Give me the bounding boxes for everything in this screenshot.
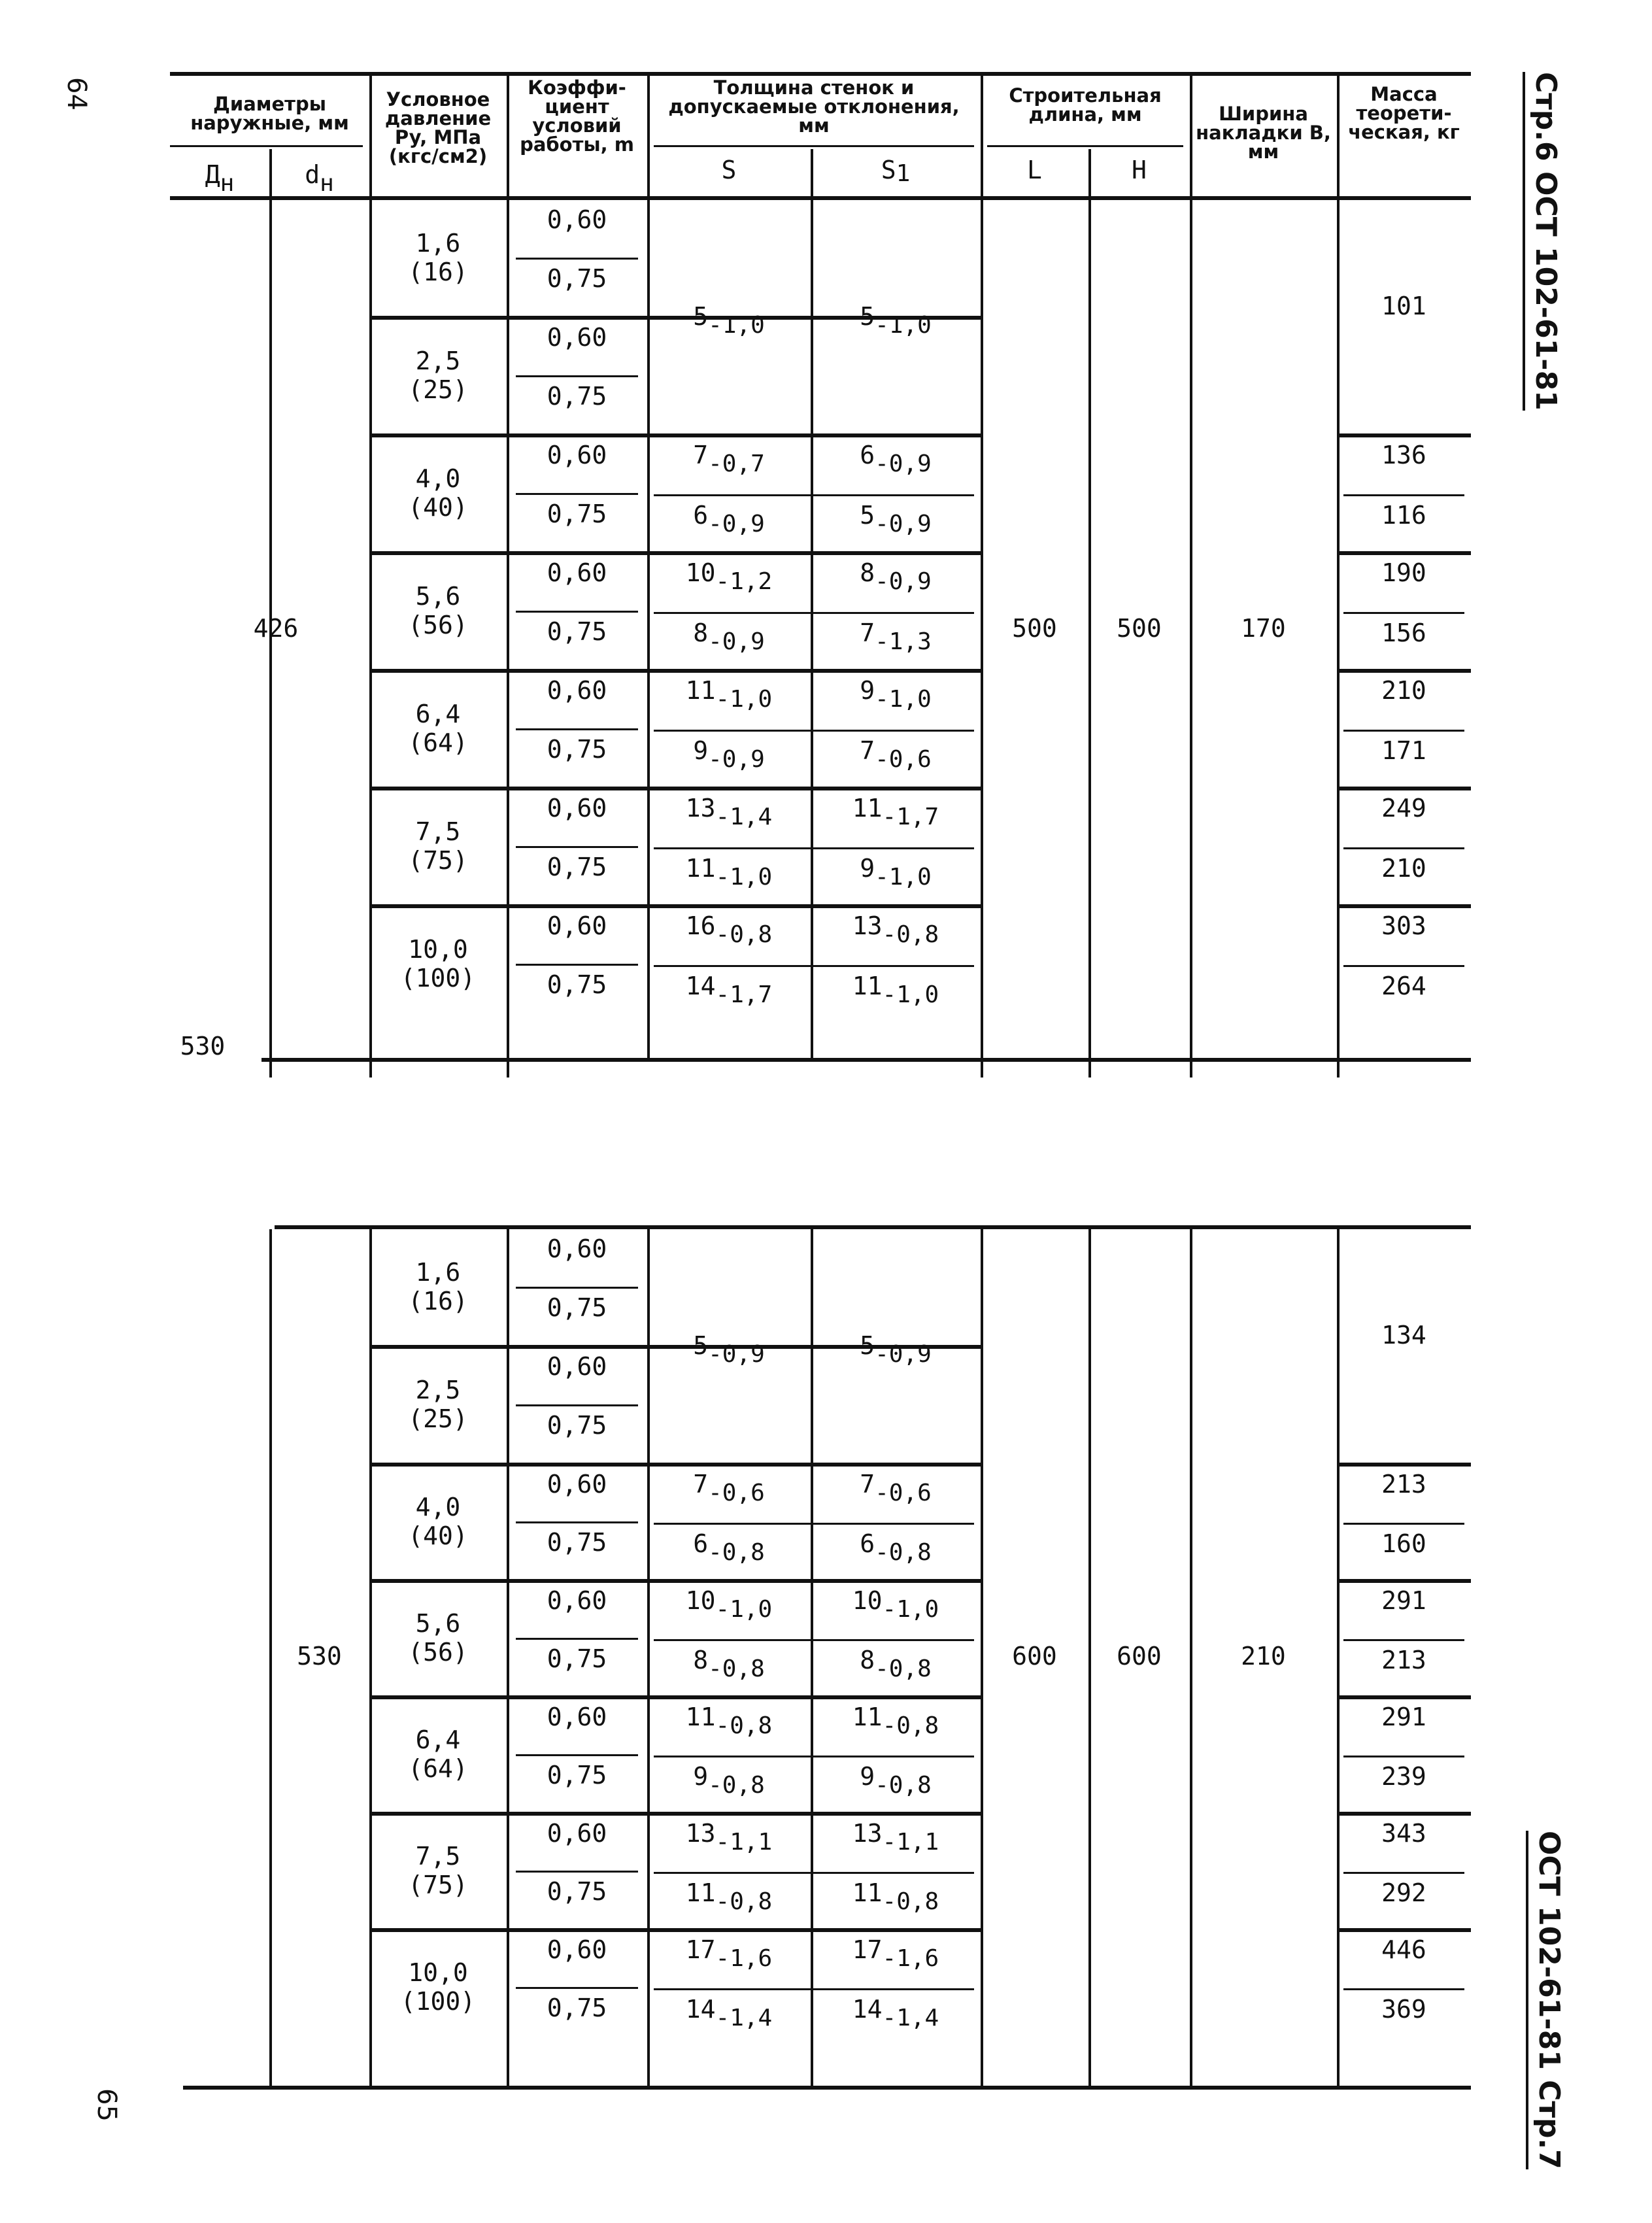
B-cell: 170: [1241, 614, 1286, 643]
coef-cell: 0,75: [547, 853, 607, 881]
pressure-cell: 4,0 (40): [408, 1493, 468, 1550]
coef-sub-rule: [516, 611, 638, 613]
pressure-cell: 10,0 (100): [400, 935, 476, 993]
header-sub-rule: [654, 145, 974, 147]
mass-sub-rule: [1343, 730, 1464, 732]
mass-cell: 136: [1381, 441, 1426, 469]
S-cell: $6_{-0,9}$: [693, 501, 765, 537]
thickness-sub-rule: [654, 1988, 974, 1990]
S-cell: $8_{-0,8}$: [693, 1646, 765, 1682]
S-cell: $9_{-0,8}$: [693, 1762, 765, 1799]
mass-cell: 156: [1381, 619, 1426, 647]
S-merged-cell: $5_{-1,0}$: [693, 302, 765, 339]
coef-cell: 0,60: [547, 205, 607, 234]
coef-cell: 0,75: [547, 1644, 607, 1673]
S1-cell: $10_{-1,0}$: [852, 1586, 939, 1623]
header-L: L: [1027, 156, 1042, 184]
S1-cell: $9_{-1,0}$: [860, 854, 932, 891]
S-cell: $14_{-1,4}$: [685, 1995, 773, 2031]
tick-mark: [507, 1062, 509, 1078]
group-rule: [369, 904, 981, 908]
coef-cell: 0,75: [547, 264, 607, 293]
mass-cell: 210: [1381, 676, 1426, 705]
S1-cell: $17_{-1,6}$: [852, 1935, 939, 1972]
mass-cell: 239: [1381, 1762, 1426, 1791]
S-cell: $13_{-1,1}$: [685, 1819, 773, 1856]
coef-sub-rule: [516, 1521, 638, 1523]
pressure-cell: 6,4 (64): [408, 1725, 468, 1783]
group-rule: [1337, 787, 1471, 790]
mass-cell: 292: [1381, 1878, 1426, 1907]
header-col-divider: [1337, 76, 1340, 196]
coef-cell: 0,75: [547, 1994, 607, 2022]
coef-cell: 0,60: [547, 1819, 607, 1848]
group-rule: [369, 433, 981, 437]
thickness-sub-rule: [654, 1523, 974, 1525]
thickness-sub-rule: [654, 1639, 974, 1641]
B-cell: 210: [1241, 1642, 1286, 1671]
mass-cell: 291: [1381, 1703, 1426, 1731]
S1-cell: $9_{-1,0}$: [860, 676, 932, 713]
header-coef: Коэффи- циент условий работы, m: [520, 76, 634, 156]
coef-sub-rule: [516, 493, 638, 495]
mass-cell: 264: [1381, 972, 1426, 1000]
S1-cell: $11_{-1,0}$: [852, 972, 939, 1008]
S1-cell: $13_{-1,1}$: [852, 1819, 939, 1856]
tick-mark: [981, 1062, 983, 1078]
header-pressure: Условное давление Py, МПа (кгс/см2): [384, 88, 492, 167]
S1-cell: $5_{-0,9}$: [860, 501, 932, 537]
group-rule: [1337, 433, 1471, 437]
mass-sub-rule: [1343, 1639, 1464, 1641]
mass-cell: 291: [1381, 1586, 1426, 1615]
mass-sub-rule: [1343, 1523, 1464, 1525]
mass-cell: 160: [1381, 1529, 1426, 1558]
S-merged-cell: $5_{-0,9}$: [693, 1331, 765, 1368]
d-cell: 426: [253, 614, 299, 643]
page-number-left: 64: [61, 77, 92, 110]
thickness-sub-rule: [654, 730, 974, 732]
mass-cell: 213: [1381, 1646, 1426, 1674]
S1-cell: $9_{-0,8}$: [860, 1762, 932, 1799]
pressure-cell: 7,5 (75): [408, 817, 468, 875]
pressure-cell: 7,5 (75): [408, 1842, 468, 1899]
S-cell: $7_{-0,6}$: [693, 1470, 765, 1506]
mass-cell: 190: [1381, 558, 1426, 587]
mass-sub-rule: [1343, 494, 1464, 496]
S-cell: $7_{-0,7}$: [693, 441, 765, 477]
pressure-cell: 5,6 (56): [408, 1609, 468, 1667]
coef-cell: 0,60: [547, 323, 607, 352]
pressure-cell: 1,6 (16): [408, 229, 468, 286]
coef-cell: 0,75: [547, 1293, 607, 1322]
thickness-sub-rule: [654, 1756, 974, 1757]
group-rule: [1337, 1579, 1471, 1583]
S-cell: $9_{-0,9}$: [693, 736, 765, 773]
pressure-cell: 2,5 (25): [408, 347, 468, 404]
coef-sub-rule: [516, 964, 638, 966]
S-cell: $17_{-1,6}$: [685, 1935, 773, 1972]
H-cell: 500: [1117, 614, 1162, 643]
tick-mark: [1337, 1062, 1340, 1078]
group-rule: [369, 787, 981, 790]
thickness-sub-rule: [654, 612, 974, 614]
tick-mark: [269, 1062, 272, 1078]
thickness-sub-rule: [654, 965, 974, 967]
coef-cell: 0,60: [547, 441, 607, 469]
coef-cell: 0,75: [547, 1877, 607, 1906]
coef-cell: 0,75: [547, 500, 607, 528]
S1-cell: $13_{-0,8}$: [852, 911, 939, 948]
coef-sub-rule: [516, 1404, 638, 1406]
mass-cell: 210: [1381, 854, 1426, 883]
header-S: S: [721, 156, 737, 184]
pressure-cell: 6,4 (64): [408, 700, 468, 757]
coef-cell: 0,60: [547, 1352, 607, 1381]
group-rule: [369, 1928, 981, 1932]
mass-sub-rule: [1343, 1988, 1464, 1990]
header-H: H: [1132, 156, 1147, 184]
coef-cell: 0,60: [547, 794, 607, 823]
coef-cell: 0,60: [547, 558, 607, 587]
S1-cell: $11_{-1,7}$: [852, 794, 939, 830]
S-cell: $8_{-0,9}$: [693, 619, 765, 655]
coef-sub-rule: [516, 728, 638, 730]
header-col-divider: [1190, 76, 1192, 196]
coef-cell: 0,75: [547, 1528, 607, 1557]
pressure-cell: 4,0 (40): [408, 464, 468, 522]
group-rule: [1337, 904, 1471, 908]
mass-cell: 249: [1381, 794, 1426, 823]
pressure-cell: 2,5 (25): [408, 1376, 468, 1433]
coef-cell: 0,60: [547, 911, 607, 940]
group-rule: [1337, 1463, 1471, 1467]
thickness-sub-rule: [654, 494, 974, 496]
mass-cell: 171: [1381, 736, 1426, 765]
coef-sub-rule: [516, 258, 638, 260]
group-rule: [369, 1812, 981, 1816]
S-cell: $14_{-1,7}$: [685, 972, 773, 1008]
D-cell: 530: [180, 1032, 226, 1061]
mass-cell: 446: [1381, 1935, 1426, 1964]
coef-cell: 0,75: [547, 970, 607, 999]
coef-sub-rule: [516, 1287, 638, 1289]
mass-cell: 213: [1381, 1470, 1426, 1499]
group-rule: [369, 1579, 981, 1583]
header-length: Строительная длина, мм: [1009, 84, 1162, 126]
S1-merged-cell: $5_{-0,9}$: [860, 1331, 932, 1368]
pressure-cell: 1,6 (16): [408, 1258, 468, 1315]
S-cell: $13_{-1,4}$: [685, 794, 773, 830]
coef-cell: 0,60: [547, 1586, 607, 1615]
mass-sub-rule: [1343, 612, 1464, 614]
S-cell: $10_{-1,2}$: [685, 558, 773, 595]
group-rule: [369, 1463, 981, 1467]
group-rule: [369, 551, 981, 555]
coef-cell: 0,60: [547, 1470, 607, 1499]
mass-merged-cell: 101: [1381, 292, 1426, 320]
S1-cell: $6_{-0,8}$: [860, 1529, 932, 1566]
pressure-cell: 5,6 (56): [408, 582, 468, 639]
block2-bottom-rule: [183, 2086, 1471, 2090]
header-mass: Масса теорети- ческая, кг: [1348, 83, 1460, 143]
mass-cell: 116: [1381, 501, 1426, 530]
group-rule: [1337, 1695, 1471, 1699]
coef-cell: 0,75: [547, 382, 607, 411]
header-top-rule: [170, 72, 1471, 76]
header-D: $Д_н$: [205, 160, 235, 197]
S-cell: $11_{-1,0}$: [685, 854, 773, 891]
tick-mark: [1190, 1062, 1192, 1078]
group-rule: [1337, 551, 1471, 555]
mass-sub-rule: [1343, 1872, 1464, 1874]
S-cell: $10_{-1,0}$: [685, 1586, 773, 1623]
group-rule: [369, 669, 981, 673]
S-cell: $6_{-0,8}$: [693, 1529, 765, 1566]
block2-top-rule: [275, 1225, 1471, 1229]
coef-cell: 0,75: [547, 735, 607, 764]
block1-bottom-rule: [261, 1058, 1471, 1062]
coef-cell: 0,60: [547, 1234, 607, 1263]
mass-cell: 343: [1381, 1819, 1426, 1848]
pressure-cell: 10,0 (100): [400, 1958, 476, 2016]
S-cell: $11_{-0,8}$: [685, 1703, 773, 1739]
group-rule: [1337, 1928, 1471, 1932]
S1-cell: $7_{-0,6}$: [860, 736, 932, 773]
coef-sub-rule: [516, 375, 638, 377]
coef-cell: 0,60: [547, 1703, 607, 1731]
header-width: Ширина накладки B, мм: [1196, 103, 1331, 163]
S1-cell: $8_{-0,8}$: [860, 1646, 932, 1682]
thickness-sub-rule: [654, 1872, 974, 1874]
coef-sub-rule: [516, 1638, 638, 1640]
header-sub-rule: [170, 145, 363, 147]
S1-cell: $11_{-0,8}$: [852, 1703, 939, 1739]
header-S1: $S_1$: [881, 156, 911, 187]
S1-cell: $7_{-0,6}$: [860, 1470, 932, 1506]
S-cell: $11_{-0,8}$: [685, 1878, 773, 1915]
coef-cell: 0,60: [547, 1935, 607, 1964]
mass-cell: 369: [1381, 1995, 1426, 2024]
group-rule: [1337, 1812, 1471, 1816]
header-diameters: Диаметры наружные, мм: [190, 93, 349, 134]
header-sub-rule: [987, 145, 1183, 147]
mass-sub-rule: [1343, 965, 1464, 967]
tick-mark: [369, 1062, 372, 1078]
S1-merged-cell: $5_{-1,0}$: [860, 302, 932, 339]
header-d: $d_н$: [305, 160, 334, 197]
coef-sub-rule: [516, 846, 638, 848]
group-rule: [369, 1695, 981, 1699]
header-thickness: Толщина стенок и допускаемые отклонения, мм: [668, 76, 960, 137]
mass-sub-rule: [1343, 847, 1464, 849]
S1-cell: $7_{-1,3}$: [860, 619, 932, 655]
S1-cell: $6_{-0,9}$: [860, 441, 932, 477]
page-number-right: 65: [92, 2088, 122, 2122]
header-col-divider: [369, 76, 372, 196]
header-col-divider: [507, 76, 509, 196]
tick-mark: [1088, 1062, 1091, 1078]
S1-cell: $14_{-1,4}$: [852, 1995, 939, 2031]
S1-cell: $11_{-0,8}$: [852, 1878, 939, 1915]
coef-sub-rule: [516, 1871, 638, 1873]
coef-sub-rule: [516, 1987, 638, 1989]
coef-cell: 0,75: [547, 1411, 607, 1440]
coef-sub-rule: [516, 1754, 638, 1756]
D2-cell: 530: [297, 1642, 342, 1671]
coef-cell: 0,75: [547, 617, 607, 646]
S1-cell: $8_{-0,9}$: [860, 558, 932, 595]
mass-cell: 303: [1381, 911, 1426, 940]
mass-merged-cell: 134: [1381, 1321, 1426, 1349]
running-head-top: Стр.6 ОСТ 102-61-81: [1523, 72, 1562, 411]
H-cell: 600: [1117, 1642, 1162, 1671]
S-cell: $11_{-1,0}$: [685, 676, 773, 713]
thickness-sub-rule: [654, 847, 974, 849]
L-cell: 600: [1012, 1642, 1057, 1671]
running-head-bottom: ОСТ 102-61-81 Стр.7: [1526, 1831, 1566, 2169]
group-rule: [1337, 669, 1471, 673]
coef-cell: 0,60: [547, 676, 607, 705]
mass-sub-rule: [1343, 1756, 1464, 1757]
L-cell: 500: [1012, 614, 1057, 643]
S-cell: $16_{-0,8}$: [685, 911, 773, 948]
coef-cell: 0,75: [547, 1761, 607, 1790]
